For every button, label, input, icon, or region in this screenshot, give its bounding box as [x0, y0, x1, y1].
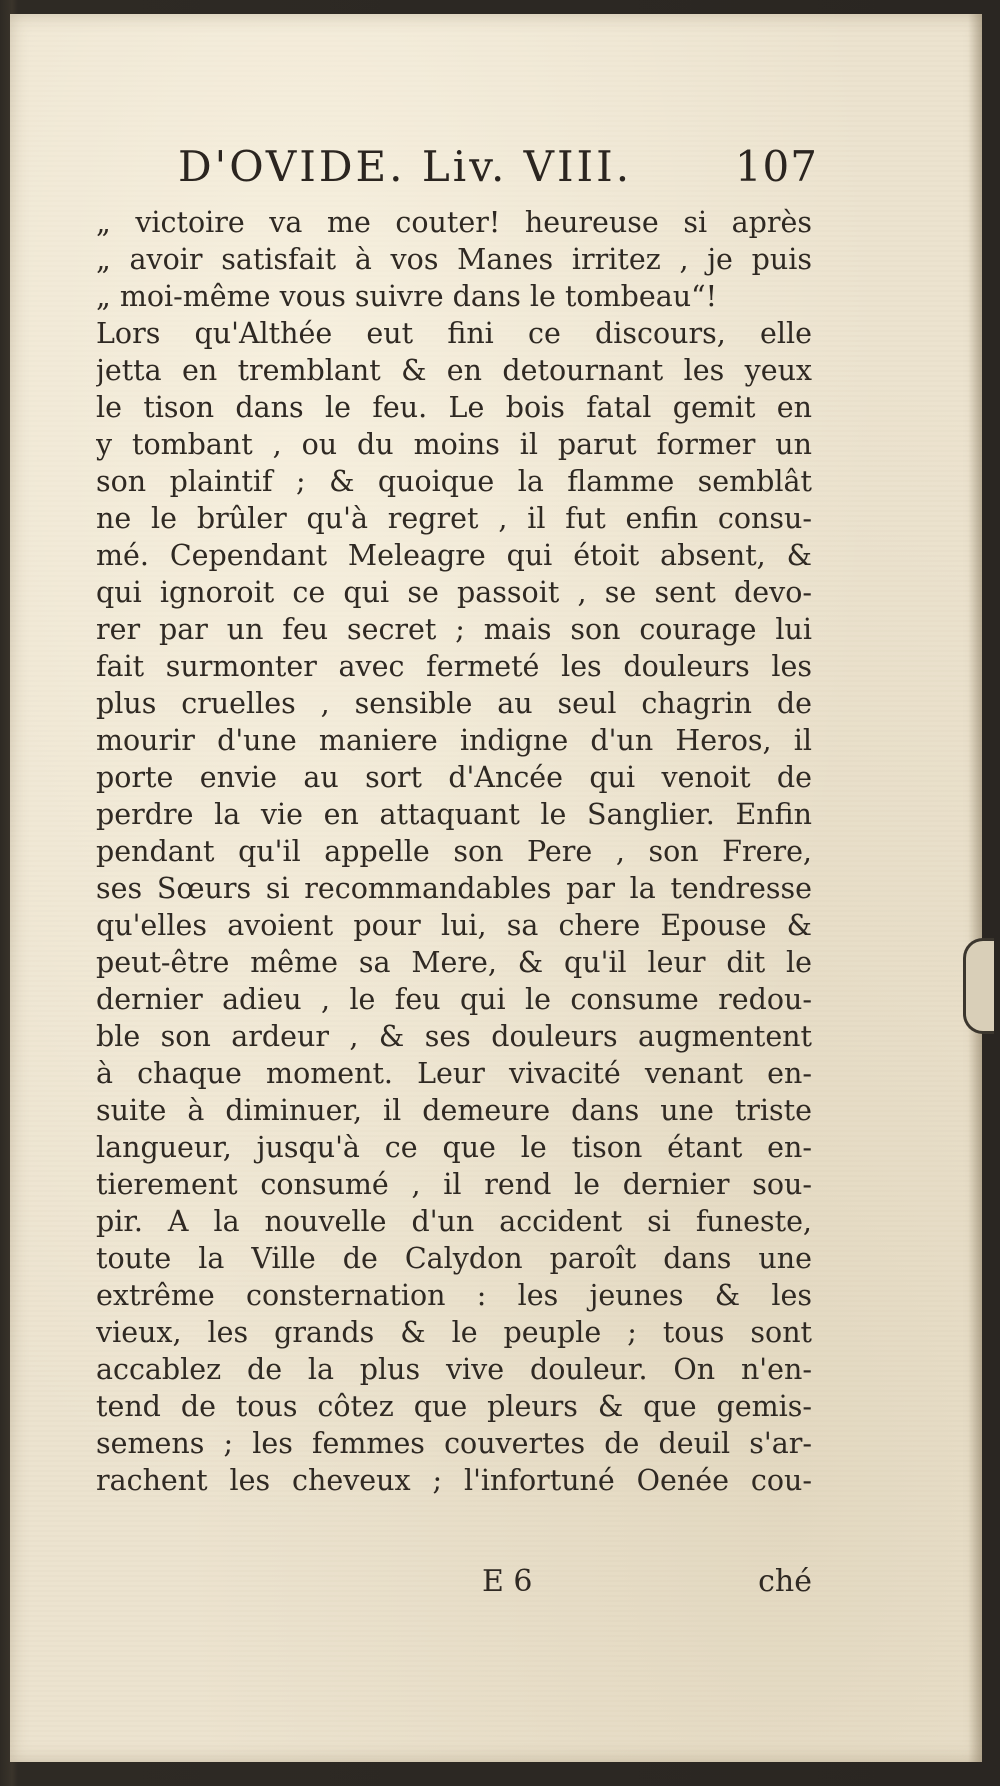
text-line: jetta en tremblant & en detournant les yeux [96, 354, 812, 387]
text-line: ses Sœurs si recommandables par la tendresse [96, 872, 812, 905]
text-line: vieux, les grands & le peuple ; tous sont [96, 1316, 812, 1349]
text-line: „ moi-même vous suivre dans le tombeau“! [96, 280, 718, 313]
text-line: mé. Cependant Meleagre qui étoit absent, & [96, 539, 812, 572]
text-line: langueur, jusqu'à ce que le tison étant en- [96, 1131, 812, 1164]
text-line: fait surmonter avec fermeté les douleurs les [96, 650, 812, 683]
text-line: qu'elles avoient pour lui, sa chere Epouse & [96, 909, 812, 942]
text-line: porte envie au sort d'Ancée qui venoit de [96, 761, 812, 794]
text-line: extrême consternation : les jeunes & les [96, 1279, 812, 1312]
text-line: y tombant , ou du moins il parut former un [96, 428, 812, 461]
text-line: accablez de la plus vive douleur. On n'en- [96, 1353, 812, 1386]
page-footer [96, 1564, 812, 1604]
text-line: tierement consumé , il rend le dernier sou- [96, 1168, 812, 1201]
page-edge-shadow [968, 14, 982, 1762]
text-line: qui ignoroit ce qui se passoit , se sent devo- [96, 576, 812, 609]
text-line: rachent les cheveux ; l'infortuné Oenée cou- [96, 1464, 812, 1497]
running-title: D'OVIDE. Liv. VIII. [178, 142, 633, 191]
catchword: ché [758, 1564, 812, 1599]
book-page [10, 14, 982, 1762]
text-line: Lors qu'Althée eut fini ce discours, elle [96, 317, 812, 350]
text-line: peut-être même sa Mere, & qu'il leur dit le [96, 946, 812, 979]
body-text [96, 204, 812, 1499]
signature-mark: E 6 [482, 1564, 533, 1599]
text-line: „ victoire va me couter! heureuse si après [96, 206, 812, 239]
text-line: pendant qu'il appelle son Pere , son Frere, [96, 835, 812, 868]
text-line: ble son ardeur , & ses douleurs augmentent [96, 1020, 812, 1053]
text-line: ne le brûler qu'à regret , il fut enfin consu- [96, 502, 812, 535]
text-line: son plaintif ; & quoique la flamme semblât [96, 465, 812, 498]
running-header [178, 142, 818, 202]
text-line: semens ; les femmes couvertes de deuil s'ar- [96, 1427, 812, 1460]
page-number: 107 [734, 142, 818, 191]
text-line: perdre la vie en attaquant le Sanglier. Enfin [96, 798, 812, 831]
text-line: „ avoir satisfait à vos Manes irritez , je puis [96, 243, 812, 276]
text-line: tend de tous côtez que pleurs & que gemis- [96, 1390, 812, 1423]
text-line: à chaque moment. Leur vivacité venant en- [96, 1057, 812, 1090]
text-line: plus cruelles , sensible au seul chagrin de [96, 687, 812, 720]
page-marker-tab [963, 938, 994, 1034]
text-line: suite à diminuer, il demeure dans une triste [96, 1094, 812, 1127]
text-line: toute la Ville de Calydon paroît dans une [96, 1242, 812, 1275]
text-line: rer par un feu secret ; mais son courage lui [96, 613, 812, 646]
text-line: le tison dans le feu. Le bois fatal gemit en [96, 391, 812, 424]
text-line: mourir d'une maniere indigne d'un Heros, il [96, 724, 812, 757]
text-line: dernier adieu , le feu qui le consume redou- [96, 983, 812, 1016]
text-line: pir. A la nouvelle d'un accident si funeste, [96, 1205, 812, 1238]
